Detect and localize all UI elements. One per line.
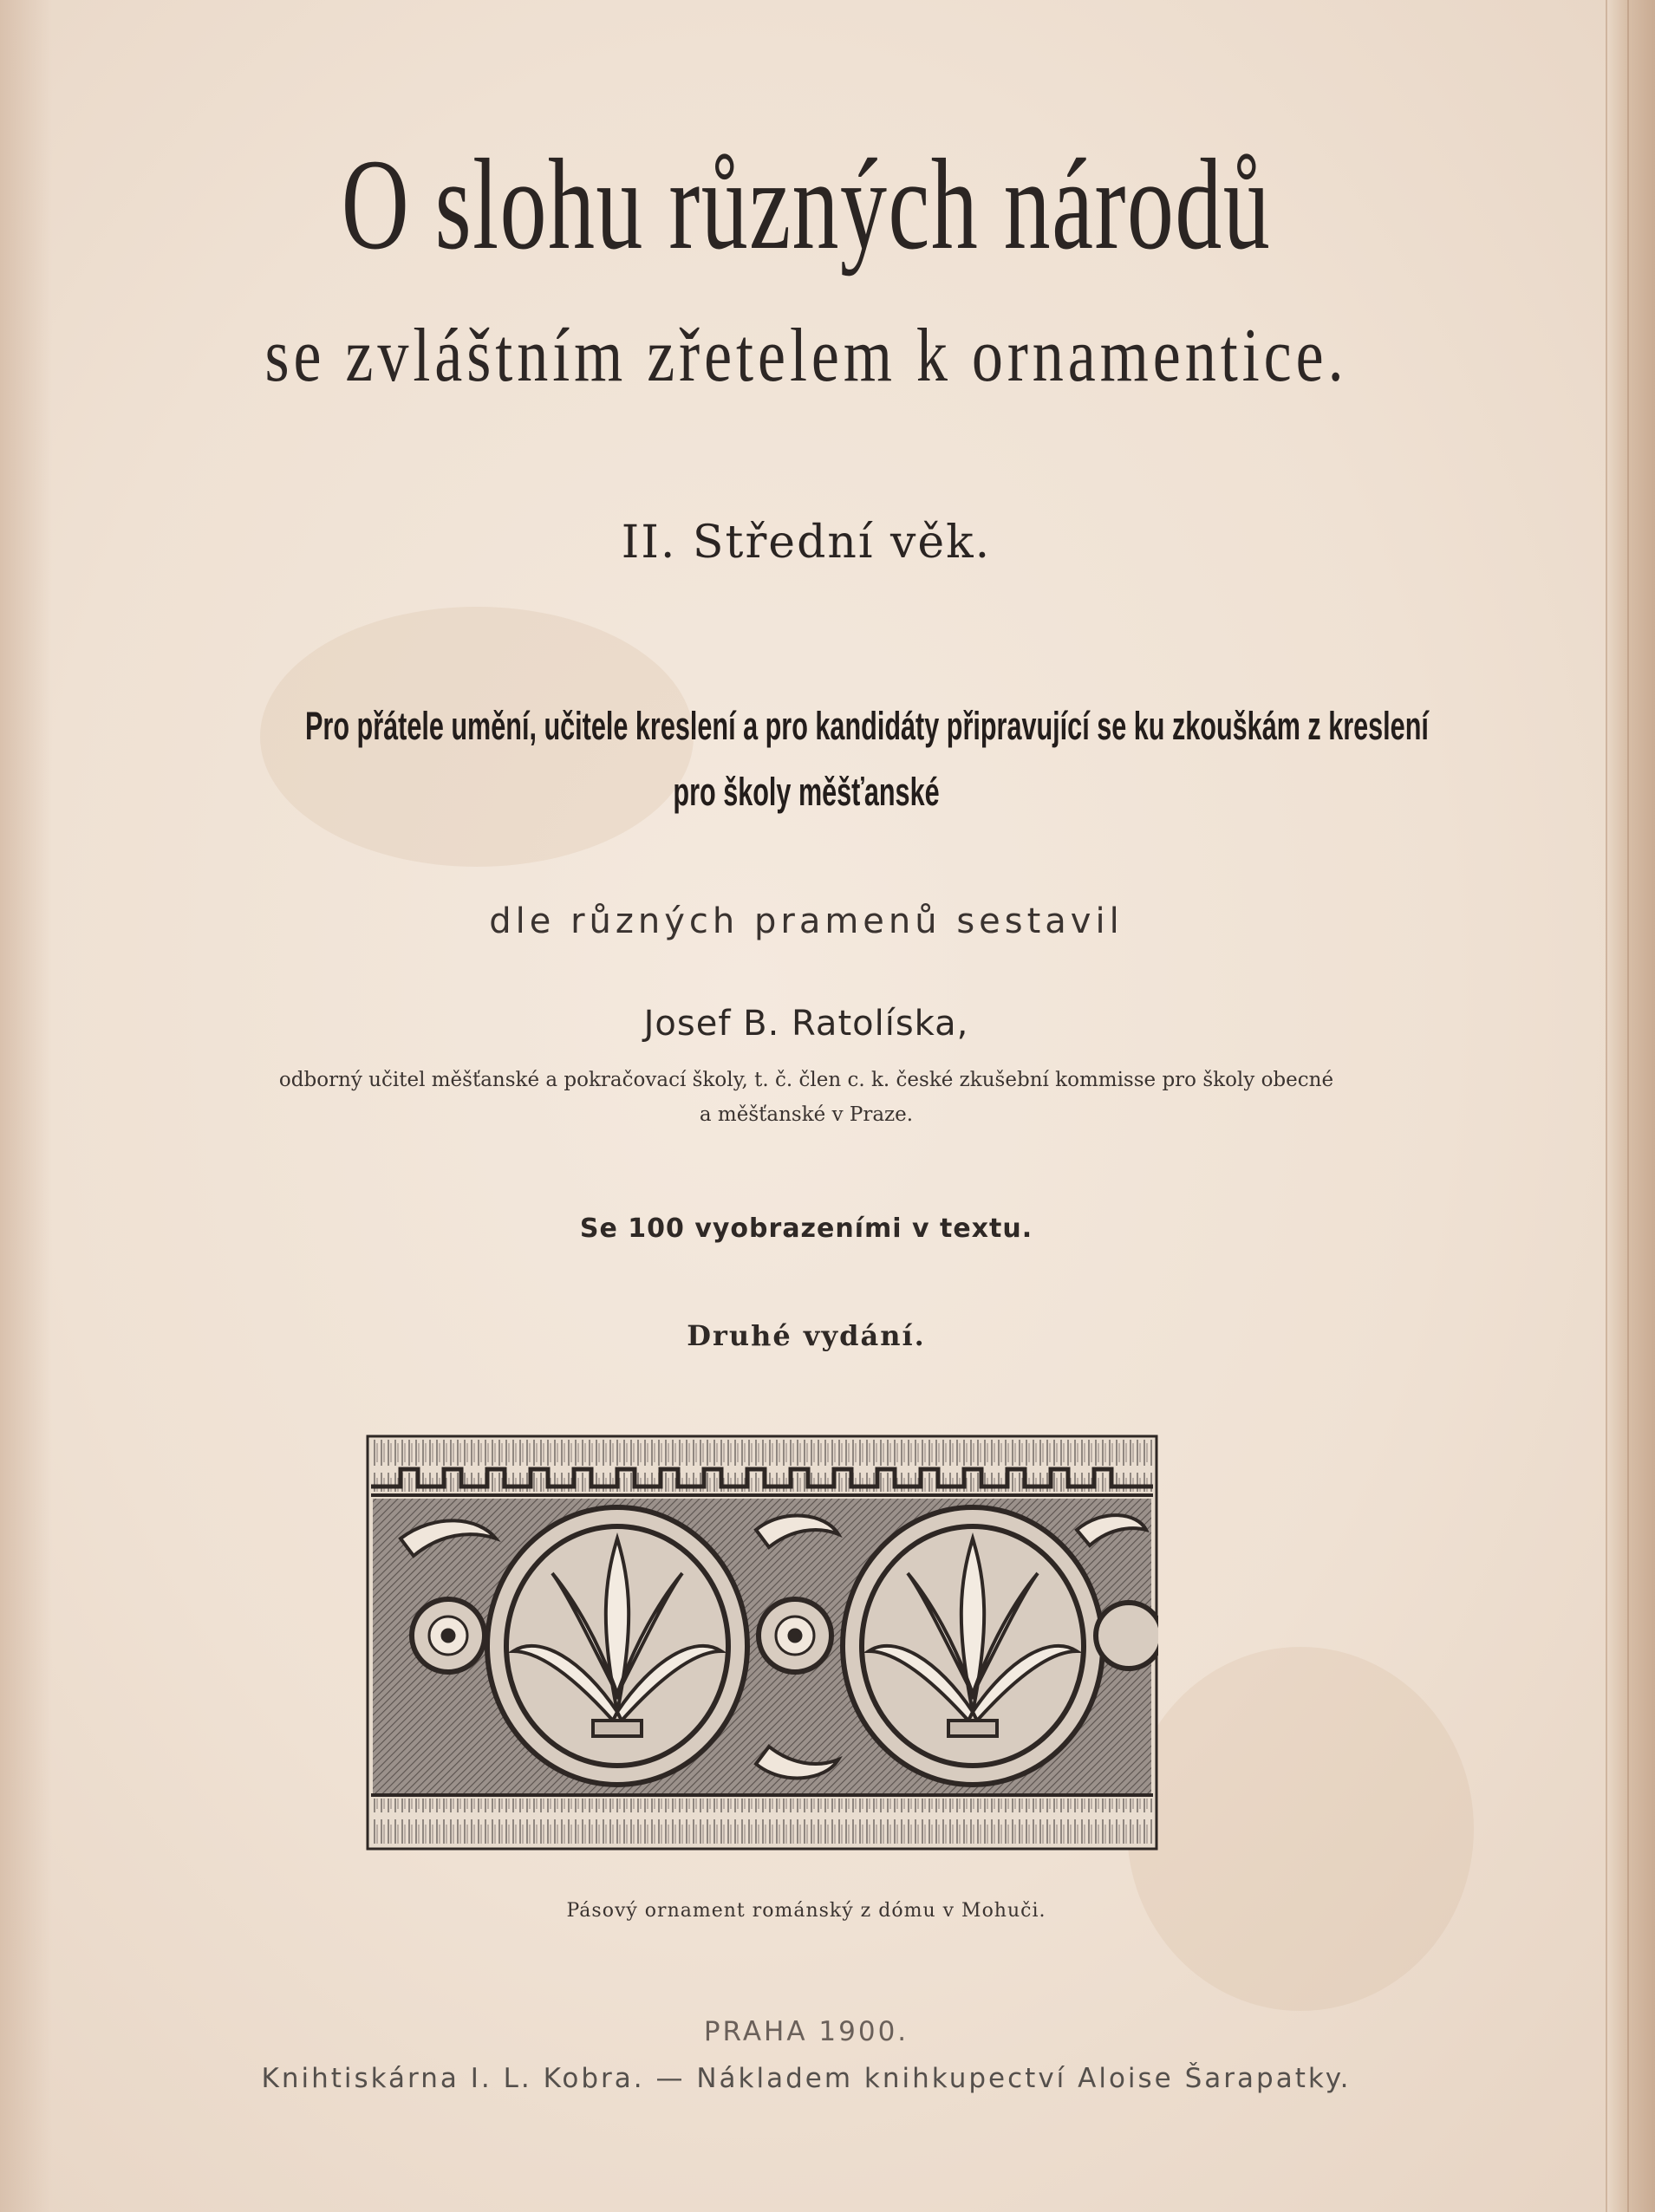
page-gutter-shadow [0,0,52,2212]
book-subtitle: se zvláštním zřetelem k ornamentice. [264,314,1348,398]
edition-note: Druhé vydání. [687,1319,926,1352]
volume-part: II. Střední věk. [621,517,992,569]
book-title: O slohu různých národů [341,133,1272,276]
illustrations-note: Se 100 vyobrazeními v textu. [579,1213,1033,1244]
audience-line-2: pro školy měšťanské [673,770,940,814]
ornament-caption: Pásový ornament románský z dómu v Mohuči. [566,1900,1046,1922]
book-edge-line [1627,0,1629,2212]
imprint-publisher: Knihtiskárna I. L. Kobra. — Nákladem knihkupectví Aloise Šarapatky. [261,2063,1352,2094]
imprint-place-year: PRAHA 1900. [703,2016,909,2047]
audience-line-1: Pro přátele umění, učitele kreslení a pro kandidáty připravující se ku zkouškám z kreslení [305,704,1429,748]
book-edge [1606,0,1655,2212]
compiled-note: dle různých pramenů sestavil [489,901,1124,941]
author-name: Josef B. Ratolíska, [643,1004,969,1044]
author-credentials [69,1063,1543,1132]
audience-note [305,693,1429,825]
credentials-line-1: odborný učitel měšťanské a pokračovací školy, t. č. člen c. k. české zkušební kommisse pro školy obecné [278,1069,1334,1091]
paper-stain [1127,1647,1474,2011]
romanesque-band-ornament-icon [366,1435,1158,1851]
credentials-line-2: a měšťanské v Praze. [699,1103,914,1126]
